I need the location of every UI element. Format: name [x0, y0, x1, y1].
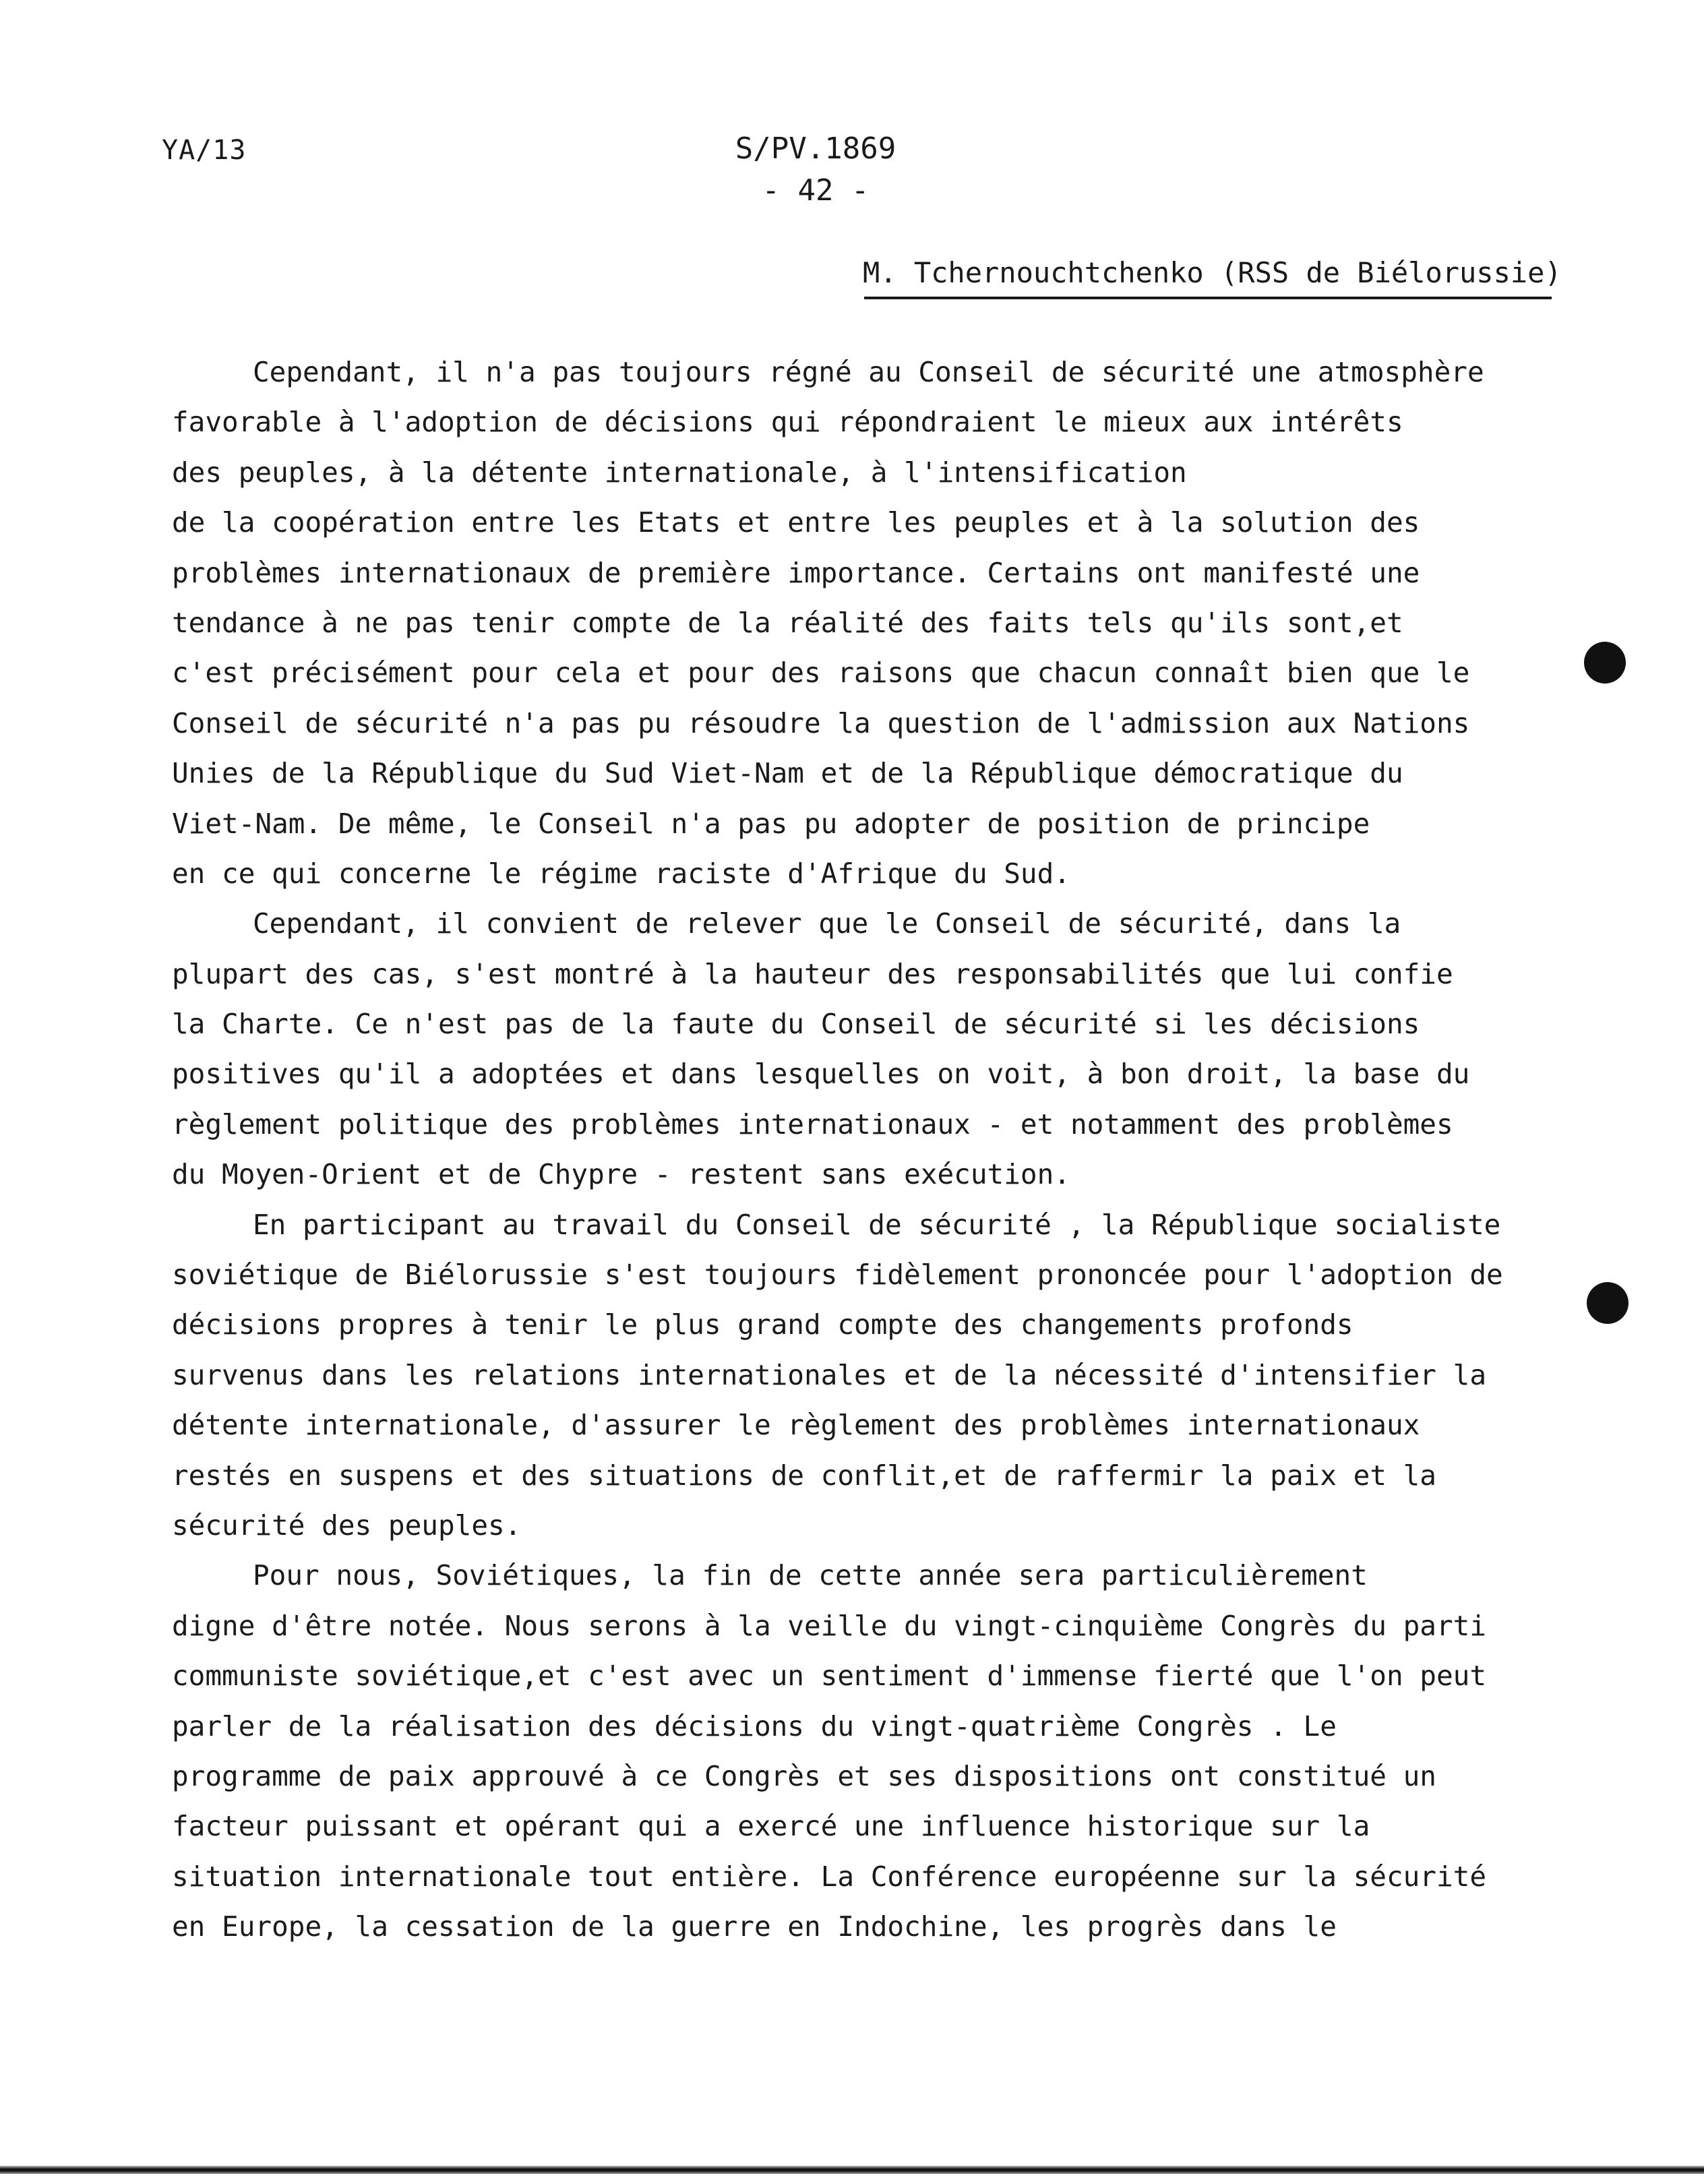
scan-edge-line	[0, 2166, 1704, 2174]
text-line: tendance à ne pas tenir compte de la réalité des faits tels qu'ils sont,et	[172, 606, 1403, 639]
text-line: sécurité des peuples.	[172, 1509, 522, 1542]
text-line: c'est précisément pour cela et pour des raisons que chacun connaît bien que le	[172, 657, 1470, 690]
punch-hole-top	[1584, 642, 1626, 684]
text-line: des peuples, à la détente internationale, à l'intensification	[172, 456, 1187, 489]
text-line: du Moyen-Orient et de Chypre - restent sans exécution.	[172, 1158, 1070, 1191]
text-line: Conseil de sécurité n'a pas pu résoudre la question de l'admission aux Nations	[172, 706, 1470, 739]
page-number: - 42 -	[762, 173, 870, 208]
text-line: Pour nous, Soviétiques, la fin de cette année sera particulièrement	[253, 1559, 1368, 1592]
text-line: en Europe, la cessation de la guerre en Indochine, les progrès dans le	[172, 1910, 1337, 1943]
text-line: détente internationale, d'assurer le règlement des problèmes internationaux	[172, 1409, 1420, 1442]
document-symbol: S/PV.1869	[735, 131, 896, 166]
text-line: digne d'être notée. Nous serons à la veille du vingt-cinquième Congrès du parti	[172, 1609, 1487, 1642]
speaker-name: M. Tchernouchtchenko (RSS de Biélorussie)	[863, 256, 1562, 289]
text-line: positives qu'il a adoptées et dans lesquelles on voit, à bon droit, la base du	[172, 1058, 1470, 1091]
text-line: Cependant, il n'a pas toujours régné au Conseil de sécurité une atmosphère	[253, 356, 1484, 388]
text-line: programme de paix approuvé à ce Congrès et ses dispositions ont constitué un	[172, 1759, 1436, 1792]
text-line: En participant au travail du Conseil de sécurité , la République socialiste	[253, 1208, 1501, 1241]
text-line: parler de la réalisation des décisions du vingt-quatrième Congrès . Le	[172, 1709, 1337, 1742]
text-line: règlement politique des problèmes internationaux - et notamment des problèmes	[172, 1108, 1453, 1141]
text-line: situation internationale tout entière. La Conférence européenne sur la sécurité	[172, 1860, 1487, 1893]
text-line: plupart des cas, s'est montré à la hauteur des responsabilités que lui confie	[172, 957, 1453, 990]
text-line: communiste soviétique,et c'est avec un sentiment d'immense fierté que l'on peut	[172, 1660, 1487, 1693]
text-line: Unies de la République du Sud Viet-Nam et de la République démocratique du	[172, 757, 1403, 790]
body-text	[172, 347, 1540, 1952]
text-line: Viet-Nam. De même, le Conseil n'a pas pu adopter de position de principe	[172, 807, 1370, 840]
document-header	[701, 128, 930, 212]
text-line: favorable à l'adoption de décisions qui répondraient le mieux aux intérêts	[172, 406, 1403, 439]
text-line: en ce qui concerne le régime raciste d'Afrique du Sud.	[172, 857, 1070, 890]
text-line: restés en suspens et des situations de conflit,et de raffermir la paix et la	[172, 1459, 1436, 1492]
text-line: Cependant, il convient de relever que le Conseil de sécurité, dans la	[253, 907, 1401, 940]
text-line: survenus dans les relations internationales et de la nécessité d'intensifier la	[172, 1358, 1487, 1391]
text-line: la Charte. Ce n'est pas de la faute du Conseil de sécurité si les décisions	[172, 1008, 1420, 1041]
text-line: de la coopération entre les Etats et entre les peuples et à la solution des	[172, 506, 1420, 539]
punch-hole-bottom	[1587, 1282, 1629, 1324]
text-line: décisions propres à tenir le plus grand compte des changements profonds	[172, 1308, 1353, 1341]
text-line: facteur puissant et opérant qui a exercé une influence historique sur la	[172, 1810, 1370, 1843]
document-reference-code: YA/13	[162, 135, 247, 166]
speaker-underline	[864, 297, 1552, 299]
text-line: problèmes internationaux de première importance. Certains ont manifesté une	[172, 556, 1420, 589]
text-line: soviétique de Biélorussie s'est toujours fidèlement prononcée pour l'adoption de	[172, 1258, 1503, 1292]
